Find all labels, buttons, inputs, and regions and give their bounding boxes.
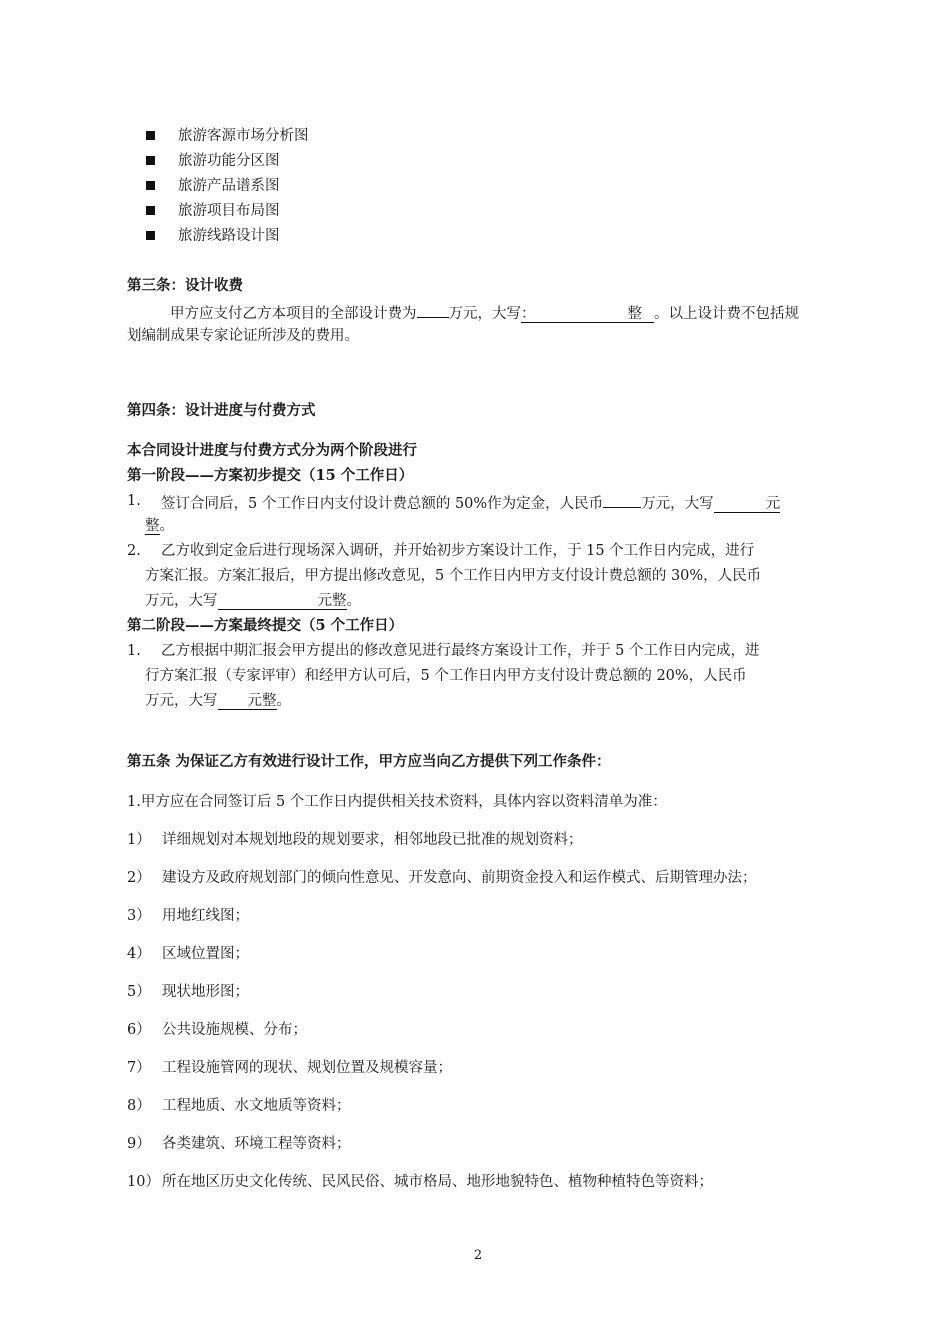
list-number: 4） [127, 946, 151, 962]
list-item: 建设方及政府规划部门的倾向性意见、开发意向、前期资金投入和运作模式、后期管理办法； [162, 870, 757, 886]
phase-2-item-1-line-2: 行方案汇报（专家评审）和经甲方认可后，5 个工作日内甲方支付设计费总额的 20%，人民币 [145, 668, 747, 684]
phase-1-heading: 第一阶段——方案初步提交（15 个工作日） [127, 467, 414, 484]
phase-2-item-1-line-1: 乙方根据中期汇报会甲方提出的修改意见进行最终方案设计工作，并于 5 个工作日内完成，进 [161, 643, 760, 659]
amount-blank [603, 491, 641, 508]
list-number: 7） [127, 1060, 151, 1076]
list-number: 6） [127, 1022, 151, 1038]
item-text: 。 [159, 518, 174, 534]
item-text: 整 [145, 518, 160, 534]
list-item: 详细规划对本规划地段的规划要求，相邻地段已批准的规划资料； [162, 832, 583, 848]
phase-1-item-1-line-2 [145, 516, 174, 536]
item-text: 元 [765, 496, 781, 512]
item-text: 。 [346, 593, 361, 609]
list-item: 公共设施规模、分布； [162, 1022, 307, 1038]
item-text: 签订合同后，5 个工作日内支付设计费总额的 50%作为定金，人民币 [161, 496, 604, 512]
amount-words-blank [218, 593, 347, 610]
phase-2-heading: 第二阶段——方案最终提交（5 个工作日） [127, 617, 404, 634]
phase-1-item-2-line-2: 方案汇报。方案汇报后，甲方提出修改意见，5 个工作日内甲方支付设计费总额的 30%，人民币 [145, 568, 762, 584]
phase-1-item-2-line-1: 乙方收到定金后进行现场深入调研，并开始初步方案设计工作，于 15 个工作日内完成，进行 [161, 543, 755, 559]
amount-words-blank [521, 306, 654, 323]
list-number: 2. [127, 543, 141, 559]
page-number: 2 [473, 1248, 483, 1263]
square-bullet-icon [146, 131, 155, 140]
phase-1-item-2-line-3 [145, 591, 361, 611]
bullet-item: 旅游产品谱系图 [178, 178, 280, 194]
list-item: 用地红线图； [162, 908, 249, 924]
bullet-item: 旅游项目布局图 [178, 203, 280, 219]
list-item: 所在地区历史文化传统、民风民俗、城市格局、地形地貌特色、植物种植特色等资料； [162, 1174, 713, 1190]
item-text: 万元，大写 [145, 593, 218, 609]
list-number: 1. [127, 493, 141, 509]
list-item: 各类建筑、环境工程等资料； [162, 1136, 351, 1152]
amount-blank [417, 301, 449, 318]
phase-1-item-1-line-1 [161, 491, 780, 514]
article-3-text: 万元，大写 [448, 306, 521, 322]
list-item: 工程地质、水文地质等资料； [162, 1098, 351, 1114]
article-3-text: 甲方应支付乙方本项目的全部设计费为 [170, 306, 417, 322]
list-number: 8） [127, 1098, 151, 1114]
list-number: 2） [127, 870, 151, 886]
phase-2-item-1-line-3 [145, 691, 291, 711]
amount-words-blank [714, 496, 781, 513]
bullet-item: 旅游功能分区图 [178, 153, 280, 169]
list-number: 1） [127, 832, 151, 848]
article-3-text: ： [521, 306, 536, 322]
list-number: 1. [127, 643, 141, 659]
item-text: 万元，大写 [641, 496, 714, 512]
list-item: 区域位置图； [162, 946, 249, 962]
amount-words-blank [218, 693, 277, 710]
square-bullet-icon [146, 181, 155, 190]
list-number: 5） [127, 984, 151, 1000]
article-3-text: 。以上设计费不包括规 [654, 306, 799, 322]
article-3-line-1 [170, 301, 799, 324]
bullet-item: 旅游线路设计图 [178, 228, 280, 244]
list-number: 9） [127, 1136, 151, 1152]
article-4-intro: 本合同设计进度与付费方式分为两个阶段进行 [127, 442, 417, 459]
article-5-intro: 1.甲方应在合同签订后 5 个工作日内提供相关技术资料，具体内容以资料清单为准： [127, 794, 667, 810]
article-5-heading: 第五条 为保证乙方有效进行设计工作，甲方应当向乙方提供下列工作条件： [127, 753, 611, 770]
list-item: 工程设施管网的现状、规划位置及规模容量； [162, 1060, 452, 1076]
item-text: 元整 [247, 693, 277, 709]
article-3-text: 整 [627, 306, 642, 322]
list-number: 3） [127, 908, 151, 924]
article-4-heading: 第四条：设计进度与付费方式 [127, 402, 316, 419]
square-bullet-icon [146, 156, 155, 165]
square-bullet-icon [146, 206, 155, 215]
list-number: 10） [127, 1174, 160, 1190]
item-text: 万元，大写 [145, 693, 218, 709]
square-bullet-icon [146, 231, 155, 240]
bullet-item: 旅游客源市场分析图 [178, 128, 309, 144]
item-text: 。 [276, 693, 291, 709]
article-3-line-2: 划编制成果专家论证所涉及的费用。 [127, 328, 359, 344]
article-3-heading: 第三条：设计收费 [127, 277, 243, 294]
list-item: 现状地形图； [162, 984, 249, 1000]
item-text: 元整 [317, 593, 347, 609]
